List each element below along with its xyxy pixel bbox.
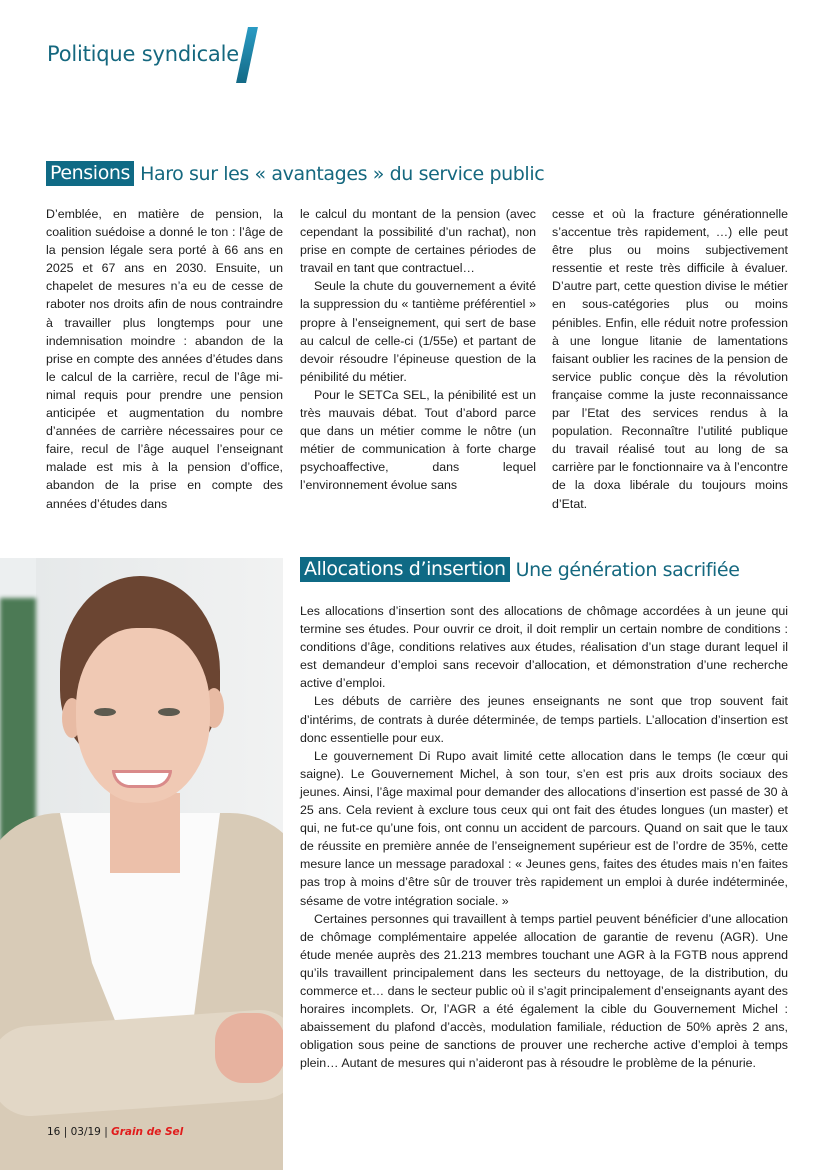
paragraph: Pour le SETCa SEL, la pénibilité est un très mauvais débat. Tout d’abord parce que dans un métier comme le nôtre (un métier de communication à forte charge psychoaffective, dans lequel l’environnement évolue sans [300, 387, 536, 493]
paragraph: Seule la chute du gouvernement a évité la suppression du « tantième préférentiel » propre à l’enseignement, qui sert de base au calcul de celle-ci (1/55e) et partant de devoir résoudre l’épineuse question de la pénibilité du métier. [300, 279, 536, 384]
article1-column-3 [552, 205, 788, 513]
article1-column-1 [46, 205, 283, 513]
paragraph: Le gouvernement Di Rupo avait limité cette allocation dans le temps (le cœur qui saigne). Le Gouvernement Michel, à son tour, s’en est pris aux droits sociaux des jeunes. Ainsi, l’âge maximal pour demander des allocations d’insertion est passé de 30 à 25 ans. Cela revient à exclure tous ceux qui ont fait des études longues (un master) et qui, ne fut-ce qu’une fois, ont connu un accident de parcours. Quand on sait que le taux de réussite en première année de l’enseignement supérieur est de l’ordre de 35%, cette mesure lance un message paradoxal : « Jeunes gens, faites des études mais n’en faites pas trop à moins d’être sûr de trouver très rapidement un emploi à durée indéterminée, sésame de votre intégration sociale. » [300, 748, 788, 908]
paragraph: Les débuts de carrière des jeunes enseignants ne sont que trop souvent fait d’intérims, de contrats à durée déterminée, de temps partiels. L’allocation d’insertion est donc essentielle pour eux. [300, 694, 788, 745]
article2-title: Une génération sacrifiée [515, 558, 740, 581]
section-title: Politique syndicale [47, 42, 239, 66]
article1-title: Haro sur les « avantages » du service public [140, 162, 545, 185]
article1-tag: Pensions [46, 161, 134, 186]
article2-tag: Allocations d’insertion [300, 557, 510, 582]
slash-decoration-icon [236, 27, 258, 83]
paragraph: Les allocations d’insertion sont des allocations de chômage accordées à un jeune qui termine ses études. Pour ouvrir ce droit, il doit remplir un certain nombre de conditions : conditions d’âge, conditions relatives aux études, réalisation d’un stage durant lequel il est demandeur d’emploi sans recevoir d’allocation, et démonstration d’une recherche active d’emploi. [300, 604, 788, 691]
page-footer: 16 | 03/19 | Grain de Sel [47, 1126, 184, 1138]
article1-column-2 [300, 205, 536, 495]
teacher-photo [0, 558, 283, 1170]
paragraph: D’emblée, en matière de pension, la coalition suédoise a donné le ton : l’âge de la pension légale sera porté à 66 ans en 2025 et 67 ans en 2030. Ensuite, un chapelet de mesures n’a eu de cesse de raboter nos droits afin de nous contraindre à travailler plus longtemps pour une indemnisation moindre : abandon de la prise en compte des années d’études dans le calcul de la carrière, recul de l’âge minimal requis pour prendre une pension anticipée et augmentation du nombre d’années de carrière nécessaires pour ce faire, recul de l’âge auquel l’enseignant malade est mis à la pension d’office, abandon de la prise en compte des années d’études dans [46, 207, 283, 511]
article2-headline [300, 557, 740, 582]
page-number: 16 [47, 1126, 61, 1138]
chalkboard [0, 598, 36, 848]
paragraph: le calcul du montant de la pension (avec cependant la possibilité d’un rachat), non prise en compte de certaines périodes de travail en tant que contractuel… [300, 207, 536, 276]
article1-headline [46, 161, 544, 186]
publication-name: Grain de Sel [111, 1126, 184, 1138]
paragraph: Certaines personnes qui travaillent à temps partiel peuvent bénéficier d’une allocation de chômage complémentaire appelée allocation de garantie de revenu (AGR). Une étude menée auprès des 21.213 membres touchant une AGR à la FGTB nous apprend qu’ils travaillent principalement dans les secteurs du nettoyage, de la distribution, du commerce et… dans le secteur public où il s’agit principalement d’enseignants ayant des horaires incomplets. Or, l’AGR a été également la cible du Gouvernement Michel : abaissement du plafond d’accès, modulation familiale, réduction de 50% après 2 ans, obligation sous peine de sanctions de prouver une recherche active d’emploi à temps plein… Autant de mesures qui n’aideront pas à résoudre le problème de la pénurie. [300, 911, 788, 1071]
issue-date: 03/19 [70, 1126, 101, 1138]
article2-body [300, 602, 788, 1072]
paragraph: cesse et où la fracture générationnelle s’accentue très rapidement, …) elle peut être plus ou moins subjectivement ressentie et reste très difficile à évaluer. D’autre part, cette question divise le métier en sous-catégories plus ou moins pénibles. Enfin, elle réduit notre profession à une longue litanie de lamentations faisant oublier les racines de la pension de service public conçue dès la révolution française comme la juste reconnaissance par l’Etat des services rendus à la population. Reconnaître l’utilité publique du travail réalisé tout au long de sa carrière par le fonctionnaire va à l’encontre de la doxa libérale du toujours moins d’Etat. [552, 207, 788, 511]
